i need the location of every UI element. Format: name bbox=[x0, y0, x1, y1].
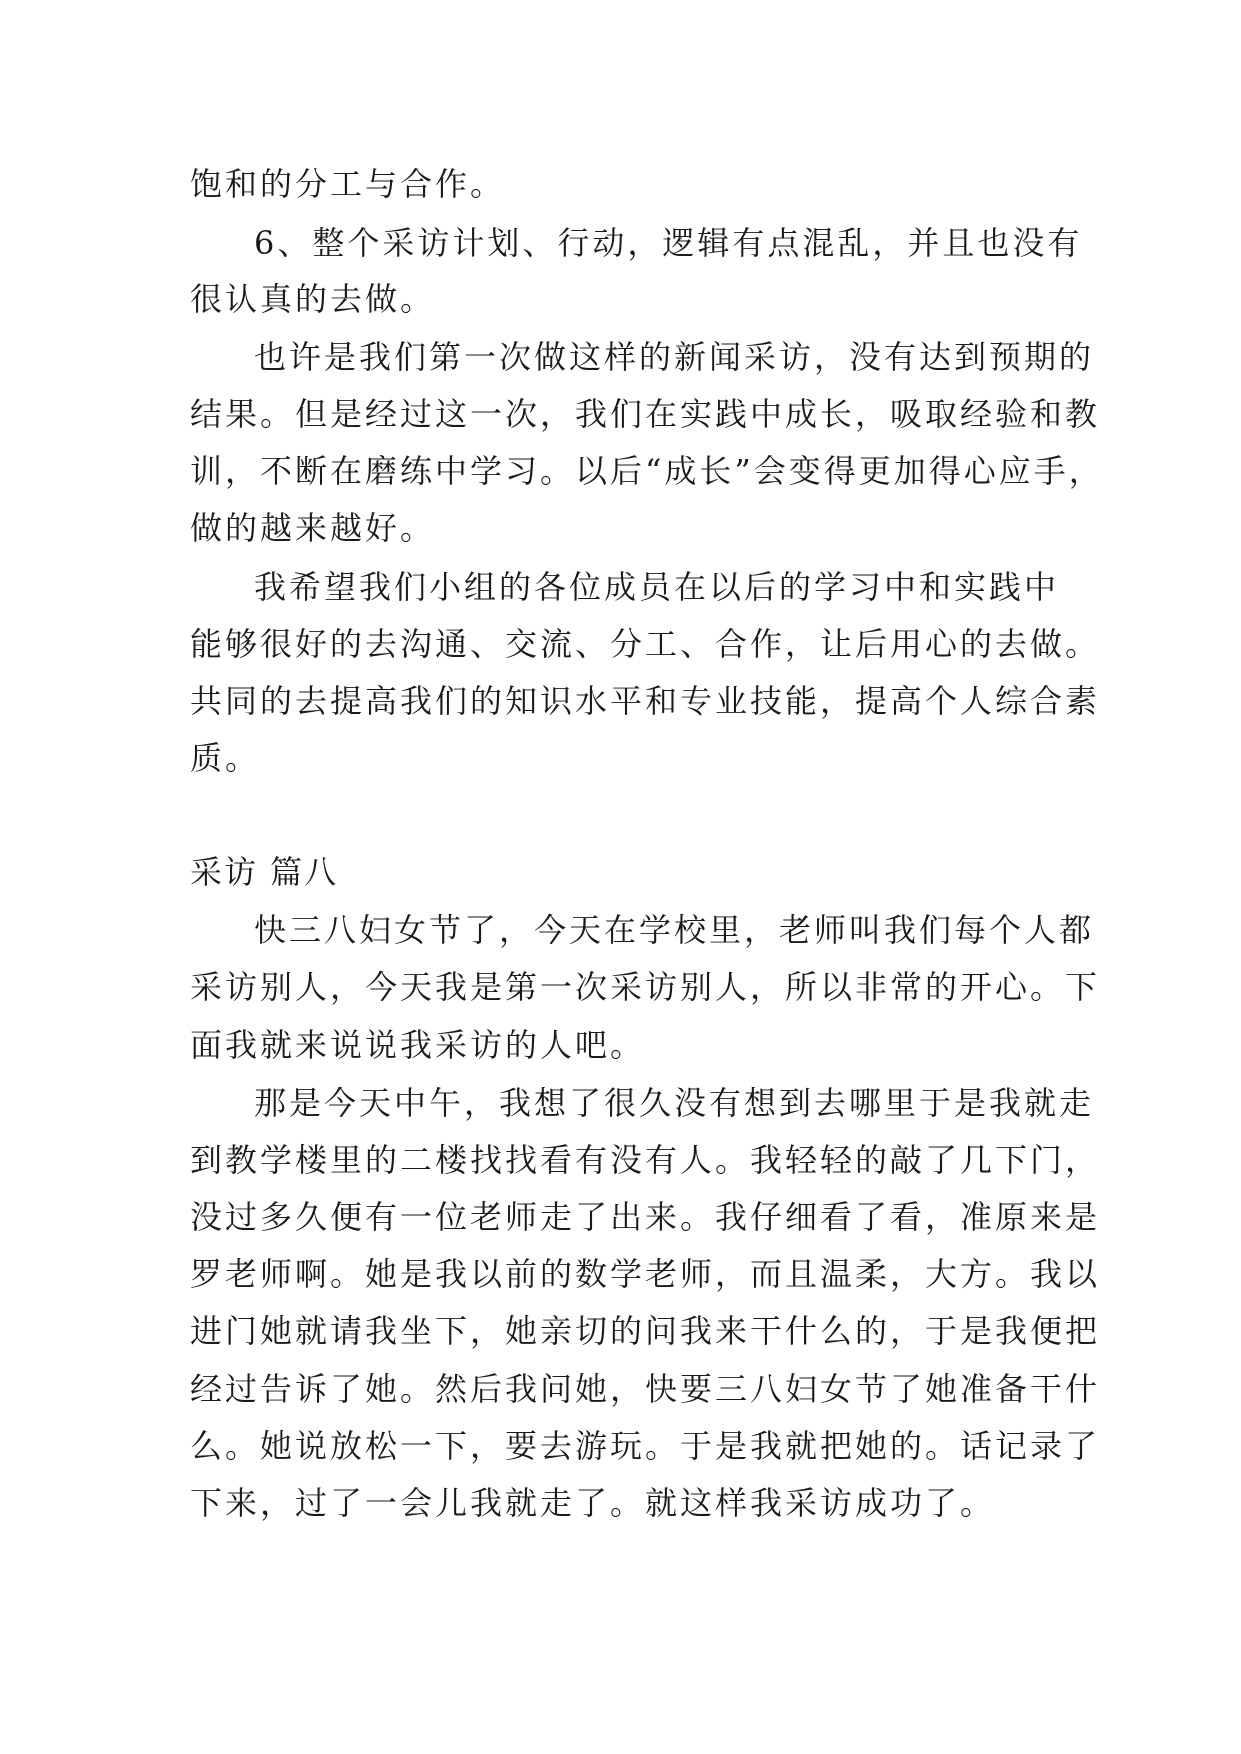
text-line: 快三八妇女节了，今天在学校里，老师叫我们每个人都 bbox=[254, 911, 1095, 949]
text-line: 没过多久便有一位老师走了出来。我仔细看了看，准原来是 bbox=[190, 1198, 1101, 1236]
text-line: 我希望我们小组的各位成员在以后的学习中和实践中 bbox=[254, 568, 1060, 606]
text-line: 到教学楼里的二楼找找看有没有人。我轻轻的敲了几下门， bbox=[190, 1141, 1101, 1179]
text-line: 做的越来越好。 bbox=[190, 509, 436, 547]
text-line: 结果。但是经过这一次，我们在实践中成长，吸取经验和教 bbox=[190, 395, 1101, 433]
text-line: 很认真的去做。 bbox=[190, 280, 436, 318]
text-line: 么。她说放松一下，要去游玩。于是我就把她的。话记录了 bbox=[190, 1427, 1101, 1465]
text-line: 共同的去提高我们的知识水平和专业技能，提高个人综合素 bbox=[190, 682, 1101, 720]
text-line: 能够很好的去沟通、交流、分工、合作，让后用心的去做。 bbox=[190, 625, 1101, 663]
text-line: 那是今天中午，我想了很久没有想到去哪里于是我就走 bbox=[254, 1084, 1095, 1122]
text-line: 罗老师啊。她是我以前的数学老师，而且温柔，大方。我以 bbox=[190, 1255, 1101, 1293]
text-line: 下来，过了一会儿我就走了。就这样我采访成功了。 bbox=[190, 1484, 996, 1522]
text-line: 经过告诉了她。然后我问她，快要三八妇女节了她准备干什 bbox=[190, 1370, 1101, 1408]
text-line: 面我就来说说我采访的人吧。 bbox=[190, 1026, 646, 1064]
text-line: 也许是我们第一次做这样的新闻采访，没有达到预期的 bbox=[254, 338, 1095, 376]
section-heading: 采访 篇八 bbox=[190, 853, 339, 891]
text-line: 饱和的分工与合作。 bbox=[190, 165, 506, 203]
text-line: 采访别人，今天我是第一次采访别人，所以非常的开心。下 bbox=[190, 968, 1101, 1006]
text-line: 6、整个采访计划、行动，逻辑有点混乱，并且也没有 bbox=[254, 224, 1083, 262]
text-line: 质。 bbox=[190, 739, 261, 777]
text-line: 进门她就请我坐下，她亲切的问我来干什么的，于是我便把 bbox=[190, 1312, 1101, 1350]
text-line: 训，不断在磨练中学习。以后“成长”会变得更加得心应手， bbox=[190, 452, 1104, 490]
